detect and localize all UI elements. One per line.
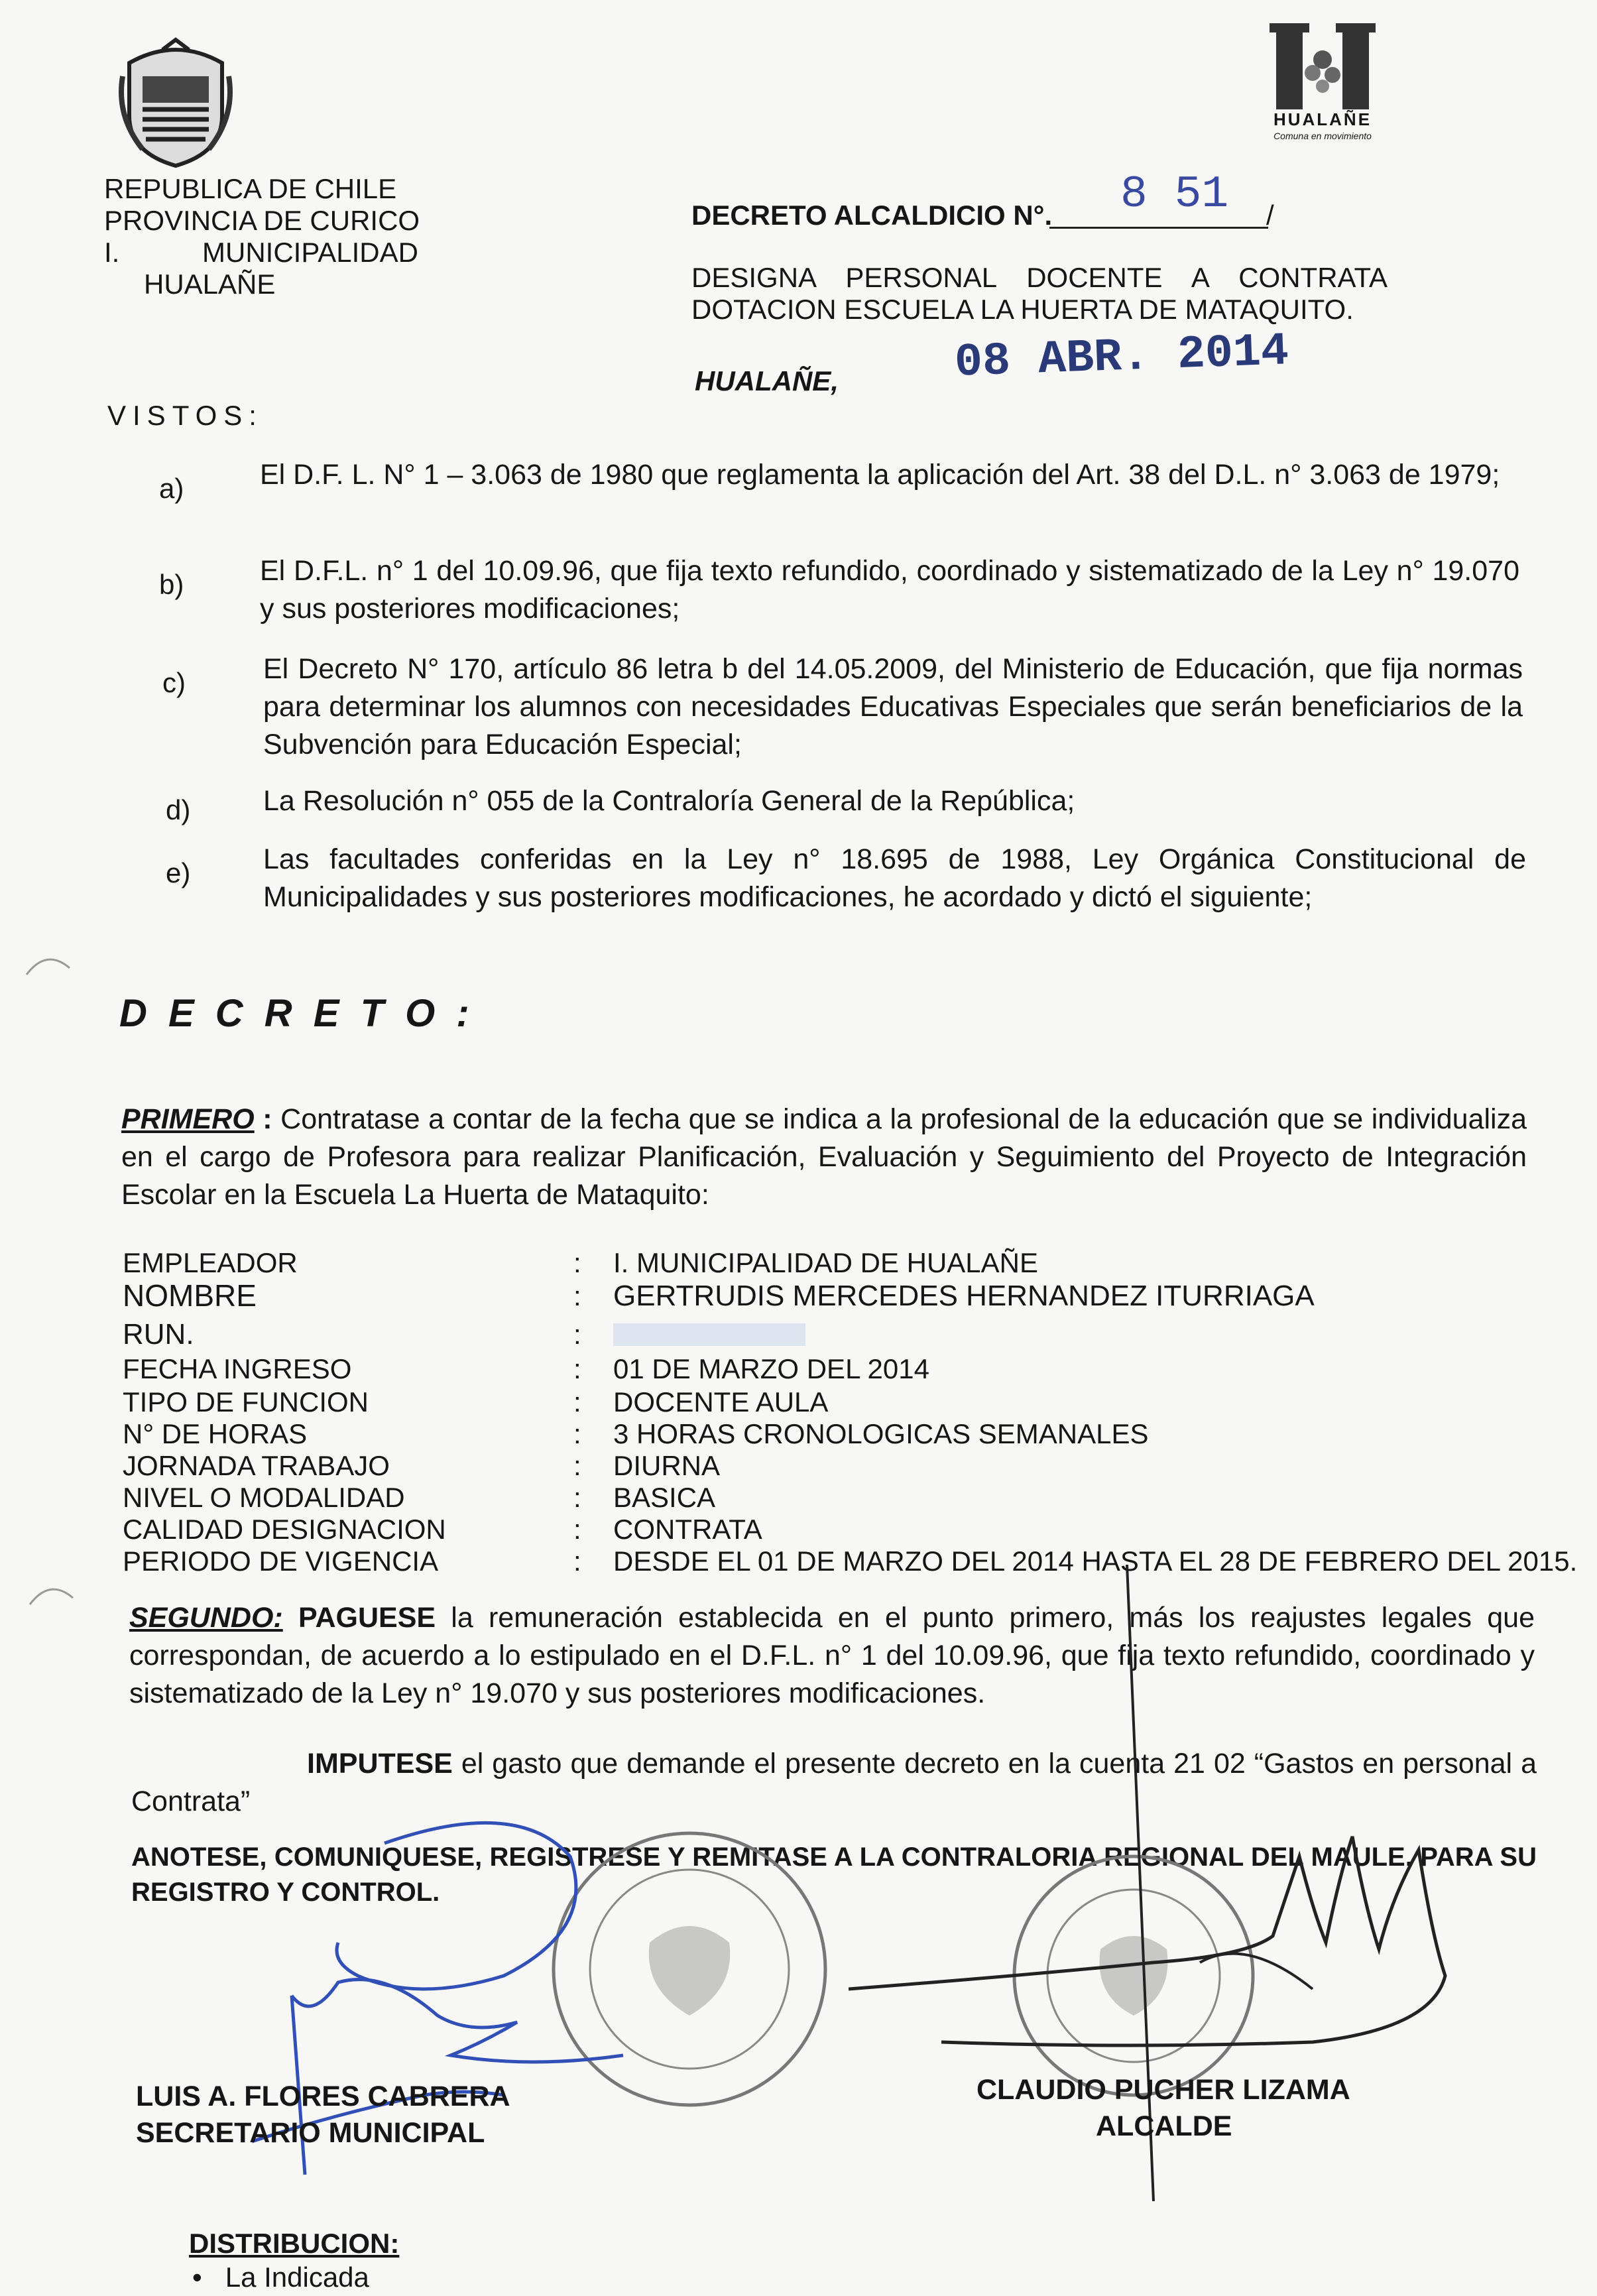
- signatory-right-name: CLAUDIO PUCHER LIZAMA: [976, 2074, 1350, 2106]
- detail-value: CONTRATA: [613, 1514, 762, 1545]
- distribucion-item: [192, 2260, 369, 2296]
- decreto-heading: D E C R E T O :: [119, 992, 475, 1035]
- vistos-letter-c: c): [162, 667, 186, 698]
- segundo-label: SEGUNDO:: [129, 1602, 283, 1634]
- detail-key: N° DE HORAS: [123, 1418, 308, 1449]
- detail-value: GERTRUDIS MERCEDES HERNANDEZ ITURRIAGA: [613, 1280, 1315, 1312]
- header-municipalidad: MUNICIPALIDAD: [202, 237, 418, 268]
- signatory-left-name: LUIS A. FLORES CABRERA: [136, 2081, 510, 2112]
- detail-row-horas: [123, 1418, 1594, 1450]
- detail-colon: :: [573, 1319, 581, 1350]
- segundo-bold-word: PAGUESE: [298, 1602, 436, 1634]
- detail-colon: :: [573, 1386, 581, 1418]
- detail-colon: :: [573, 1247, 581, 1278]
- detail-key: RUN.: [123, 1318, 194, 1351]
- detail-row-nombre: [123, 1280, 1594, 1312]
- vistos-letter-b: b): [159, 569, 184, 600]
- decree-number-handwritten: 8 51: [1120, 169, 1229, 220]
- logo-name: HUALAÑE: [1273, 109, 1372, 129]
- detail-key: JORNADA TRABAJO: [123, 1450, 390, 1481]
- detail-value: 01 DE MARZO DEL 2014: [613, 1353, 929, 1384]
- detail-row-fecha-ingreso: [123, 1353, 1594, 1385]
- detail-row-run: [123, 1318, 1594, 1351]
- detail-value: DESDE EL 01 DE MARZO DEL 2014 HASTA EL 28 DE FEBRERO DEL 2015.: [613, 1545, 1578, 1577]
- detail-key: PERIODO DE VIGENCIA: [123, 1545, 439, 1577]
- detail-value: BASICA: [613, 1482, 716, 1513]
- detail-colon: :: [573, 1514, 581, 1545]
- hualane-logo: [1263, 17, 1382, 149]
- primero-colon: :: [263, 1103, 272, 1135]
- detail-key: CALIDAD DESIGNACION: [123, 1514, 446, 1545]
- signatory-right-title: ALCALDE: [1096, 2110, 1232, 2142]
- detail-key: FECHA INGRESO: [123, 1353, 352, 1384]
- decree-subject-line1: DESIGNA PERSONAL DOCENTE A CONTRATA: [691, 262, 1388, 293]
- decree-slash: /: [1266, 200, 1274, 231]
- vistos-letter-e: e): [166, 857, 191, 888]
- header-republica: REPUBLICA DE CHILE: [104, 173, 397, 204]
- detail-row-nivel: [123, 1481, 1594, 1514]
- detail-row-jornada: [123, 1449, 1594, 1482]
- redacted-run-blur: [613, 1323, 805, 1346]
- detail-key: TIPO DE FUNCION: [123, 1386, 369, 1418]
- detail-colon: :: [573, 1545, 581, 1577]
- vistos-letter-a: a): [159, 473, 184, 504]
- detail-key: NIVEL O MODALIDAD: [123, 1482, 405, 1513]
- imputese-bold-word: IMPUTESE: [307, 1748, 453, 1780]
- header-municipalidad-prefix: I.: [104, 237, 120, 268]
- primero-paragraph: [121, 1101, 1527, 1213]
- decree-number-line: [1049, 227, 1268, 229]
- decree-label: DECRETO ALCALDICIO N°.: [691, 200, 1053, 231]
- decree-subject-line2: DOTACION ESCUELA LA HUERTA DE MATAQUITO.: [691, 294, 1354, 325]
- vistos-item-b: El D.F.L. n° 1 del 10.09.96, que fija texto refundido, coordinado y sistematizado de la Ley n° 19.070 y sus posteriores modificaciones;: [260, 555, 1519, 625]
- vistos-letter-d: d): [166, 794, 191, 825]
- distribucion-heading: DISTRIBUCION:: [189, 2228, 400, 2259]
- anotese-paragraph: ANOTESE, COMUNIQUESE, REGISTRESE Y REMITASE A LA CONTRALORIA REGIONAL DEL MAULE, PARA SU REGISTRO Y CONTROL.: [131, 1843, 1537, 1907]
- vistos-heading: VISTOS:: [107, 400, 263, 431]
- detail-key: EMPLEADOR: [123, 1247, 298, 1278]
- detail-value: DIURNA: [613, 1450, 721, 1481]
- segundo-text: la remuneración establecida en el punto primero, más los reajustes legales que correspondan, de acuerdo a lo estipulado en el D.F.L. n° 1 del 10.09.96, que fija texto refundido, coordinado y sistematizado de la Ley n° 19.070 y sus posteriores modificaciones.: [129, 1602, 1535, 1709]
- detail-value: DOCENTE AULA: [613, 1386, 829, 1418]
- detail-row-empleador: [123, 1246, 1594, 1279]
- detail-value: 3 HORAS CRONOLOGICAS SEMANALES: [613, 1418, 1149, 1449]
- detail-colon: :: [573, 1280, 581, 1311]
- municipal-crest: [116, 36, 235, 172]
- punch-hole-mark-icon: [20, 941, 73, 981]
- detail-row-tipo-funcion: [123, 1386, 1594, 1418]
- logo-tagline: Comuna en movimiento: [1273, 131, 1372, 141]
- detail-colon: :: [573, 1450, 581, 1481]
- detail-row-calidad: [123, 1513, 1594, 1545]
- vistos-item-e: Las facultades conferidas en la Ley n° 18.695 de 1988, Ley Orgánica Constitucional de Municipalidades y sus posteriores modificaciones, he acordado y dictó el siguiente;: [263, 843, 1526, 913]
- decree-place: HUALAÑE,: [695, 365, 839, 396]
- detail-colon: :: [573, 1353, 581, 1384]
- detail-colon: :: [573, 1482, 581, 1513]
- vistos-item-a: El D.F. L. N° 1 – 3.063 de 1980 que reglamenta la aplicación del Art. 38 del D.L. n° 3.063 de 1979;: [260, 459, 1500, 491]
- distribucion-item-text: La Indicada: [225, 2262, 369, 2293]
- primero-text: Contratase a contar de la fecha que se indica a la profesional de la educación que se individualiza en el cargo de Profesora para realizar Planificación, Evaluación y Seguimiento del Proyecto de Integración Escolar en la Escuela La Huerta de Mataquito:: [121, 1103, 1527, 1211]
- vistos-item-c: El Decreto N° 170, artículo 86 letra b del 14.05.2009, del Ministerio de Educación, que fija normas para determinar los alumnos con necesidades Educativas Especiales que serán beneficiarios de la Subvención para Educación Especial;: [263, 653, 1523, 760]
- detail-key: NOMBRE: [123, 1278, 257, 1313]
- signatory-left-title: SECRETARIO MUNICIPAL: [136, 2117, 485, 2149]
- punch-hole-mark-icon: [23, 1571, 76, 1611]
- bullet-icon: •: [192, 2262, 225, 2293]
- primero-label: PRIMERO: [121, 1103, 255, 1135]
- header-provincia: PROVINCIA DE CURICO: [104, 205, 420, 236]
- vistos-item-d: La Resolución n° 055 de la Contraloría General de la República;: [263, 785, 1075, 817]
- date-stamp: 08 ABR. 2014: [953, 326, 1290, 390]
- header-hualane: HUALAÑE: [144, 269, 276, 300]
- detail-colon: :: [573, 1418, 581, 1449]
- hualane-h-icon: [1263, 17, 1382, 109]
- detail-value: I. MUNICIPALIDAD DE HUALAÑE: [613, 1247, 1039, 1278]
- imputese-text: el gasto que demande el presente decreto en la cuenta 21 02 “Gastos en personal a Contrata”: [131, 1748, 1537, 1817]
